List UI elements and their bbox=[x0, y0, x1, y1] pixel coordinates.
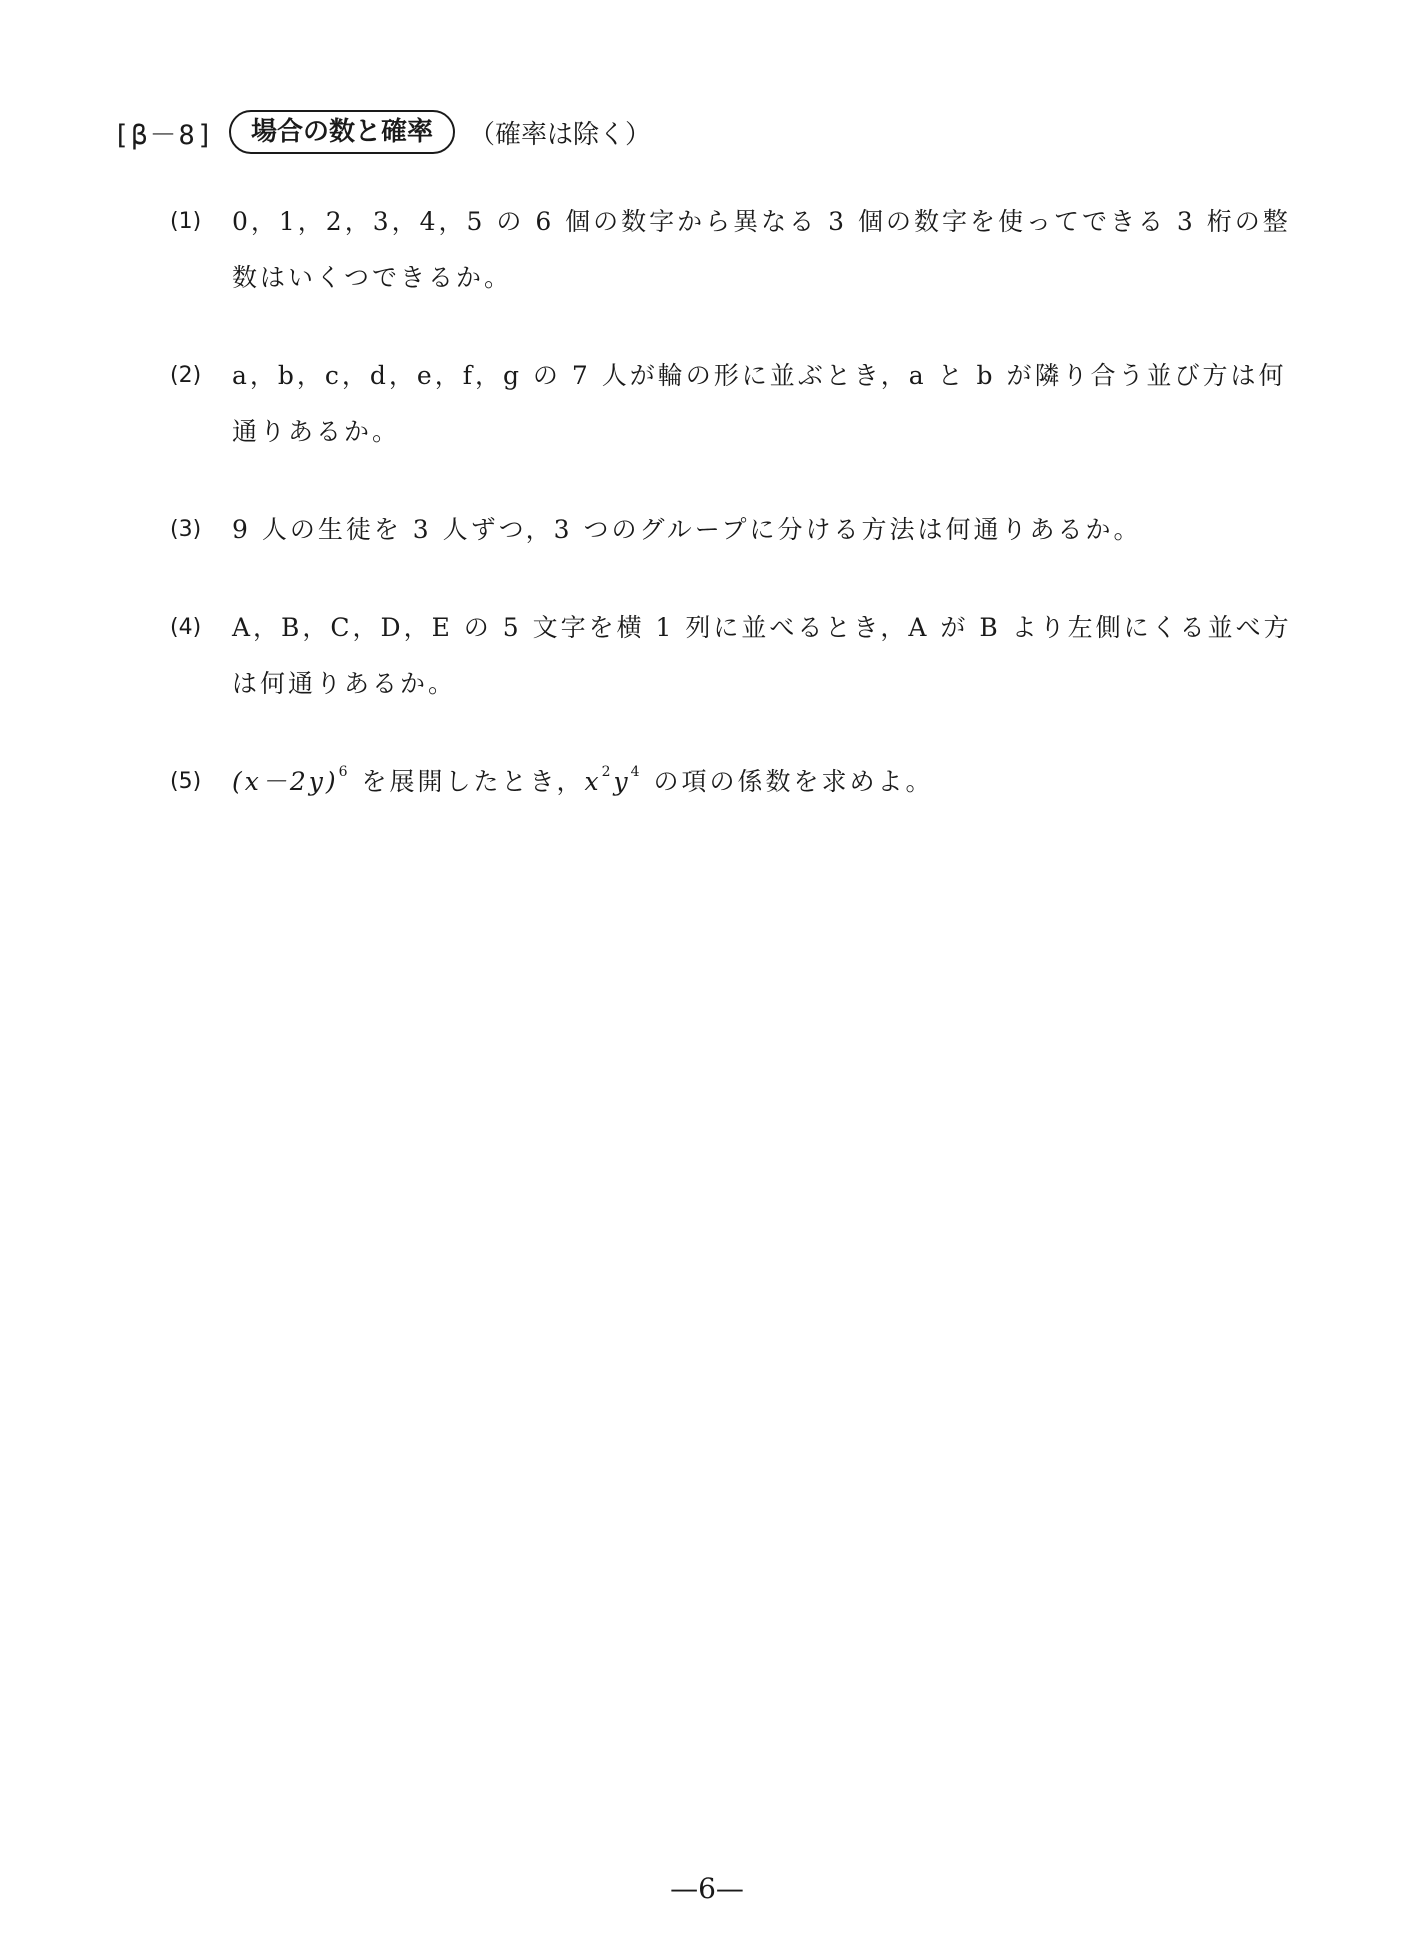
section-code: [β－8] bbox=[113, 119, 216, 151]
problem-number: (5) bbox=[170, 769, 202, 794]
problem-number: (2) bbox=[170, 363, 202, 388]
problem-4 bbox=[170, 600, 1300, 712]
problem-text: 0，1，2，3，4，5 の 6 個の数字から異なる 3 個の数字を使ってできる 3 桁の整数はいくつできるか。 bbox=[232, 207, 1291, 292]
expression-exponent: 6 bbox=[338, 764, 351, 780]
problem-2 bbox=[170, 348, 1300, 460]
problem-end-text: の項の係数を求めよ。 bbox=[642, 767, 934, 796]
problem-mid-text: を展開したとき， bbox=[350, 767, 585, 796]
problem-list bbox=[170, 194, 1300, 852]
problem-number: (3) bbox=[170, 517, 202, 542]
problem-3 bbox=[170, 502, 1300, 558]
problem-1 bbox=[170, 194, 1300, 306]
section-header bbox=[113, 108, 651, 156]
term-y: y bbox=[613, 767, 631, 796]
expression-base: (x－2y) bbox=[232, 767, 339, 796]
problem-text: A，B，C，D，E の 5 文字を横 1 列に並べるとき，A が B より左側にくる並べ方は何通りあるか。 bbox=[232, 613, 1292, 698]
topic-label: 場合の数と確率 bbox=[229, 110, 455, 154]
problem-text: a，b，c，d，e，f，g の 7 人が輪の形に並ぶとき，a と b が隣り合う並び方は何通りあるか。 bbox=[232, 361, 1287, 446]
problem-number: (4) bbox=[170, 615, 202, 640]
page-number: —6— bbox=[670, 1872, 744, 1905]
problem-number: (1) bbox=[170, 209, 202, 234]
topic-note: （確率は除く） bbox=[469, 119, 652, 150]
term-x: x bbox=[584, 767, 602, 796]
term-y-exponent: 4 bbox=[630, 764, 643, 780]
problem-text: 9 人の生徒を 3 人ずつ，3 つのグループに分ける方法は何通りあるか。 bbox=[232, 515, 1142, 544]
problem-text bbox=[232, 754, 1300, 810]
term-x-exponent: 2 bbox=[601, 764, 614, 780]
problem-5 bbox=[170, 754, 1300, 810]
